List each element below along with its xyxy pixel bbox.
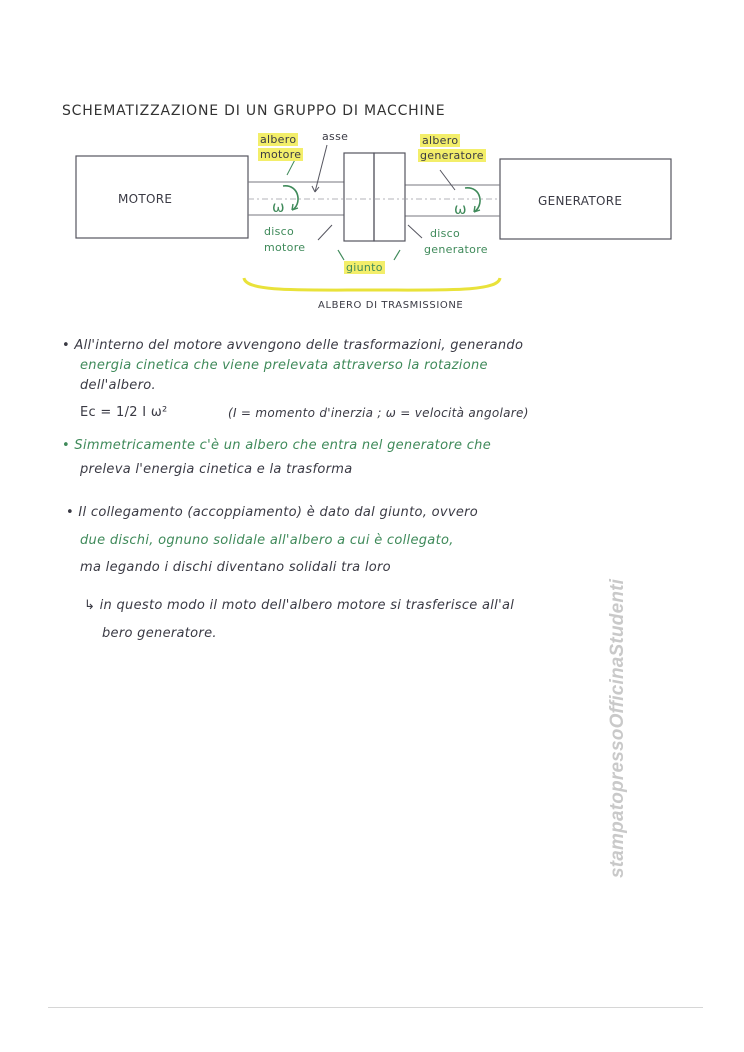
note-p3-line1: • Il collegamento (accoppiamento) è dato dal giunto, ovvero	[66, 505, 479, 520]
note-p3-line2: due dischi, ognuno solidale all'albero a cui è collegato,	[80, 533, 454, 548]
watermark: stampatopressoOfficinaStudenti	[607, 578, 628, 878]
page-title: SCHEMATIZZAZIONE DI UN GRUPPO DI MACCHINE	[62, 103, 446, 119]
label-albero-gen-1: albero	[422, 134, 459, 147]
label-giunto: giunto	[346, 261, 383, 274]
label-disco-gen-2: generatore	[424, 243, 488, 256]
note-p4-line1: ↳ in questo modo il moto dell'albero motore si trasferisce all'al	[84, 598, 515, 613]
label-disco-gen-1: disco	[430, 227, 461, 240]
trasmissione-brace	[244, 278, 500, 290]
label-albero-motore-2: motore	[260, 148, 302, 161]
formula-energy: Ec = 1/2 I ω²	[80, 405, 168, 420]
machine-diagram	[0, 0, 744, 330]
disco-generatore-shape	[374, 153, 405, 241]
label-albero-trasmissione: ALBERO DI TRASMISSIONE	[318, 300, 464, 311]
label-asse: asse	[322, 130, 349, 143]
label-generatore: GENERATORE	[538, 194, 623, 208]
note-p4-line2: bero generatore.	[102, 626, 217, 641]
note-p2-line1: • Simmetricamente c'è un albero che entra nel generatore che	[62, 438, 491, 453]
formula-note: (I = momento d'inerzia ; ω = velocità angolare)	[228, 406, 529, 420]
note-p1-line2: energia cinetica che viene prelevata attraverso la rotazione	[80, 358, 488, 373]
label-disco-motore-1: disco	[264, 225, 295, 238]
footer-divider	[48, 1007, 703, 1008]
note-p1-line1: • All'interno del motore avvengono delle trasformazioni, generando	[62, 338, 524, 353]
note-p3-line3: ma legando i dischi diventano solidali tra loro	[80, 560, 391, 575]
note-p1-line3: dell'albero.	[80, 378, 156, 393]
label-albero-gen-2: generatore	[420, 149, 484, 162]
label-albero-motore-1: albero	[260, 133, 297, 146]
label-disco-motore-2: motore	[264, 241, 306, 254]
disco-motore-shape	[344, 153, 374, 241]
omega-left: ω	[272, 198, 285, 216]
note-p2-line2: preleva l'energia cinetica e la trasforma	[80, 462, 353, 477]
omega-right: ω	[454, 200, 467, 218]
label-motore: MOTORE	[118, 192, 173, 206]
